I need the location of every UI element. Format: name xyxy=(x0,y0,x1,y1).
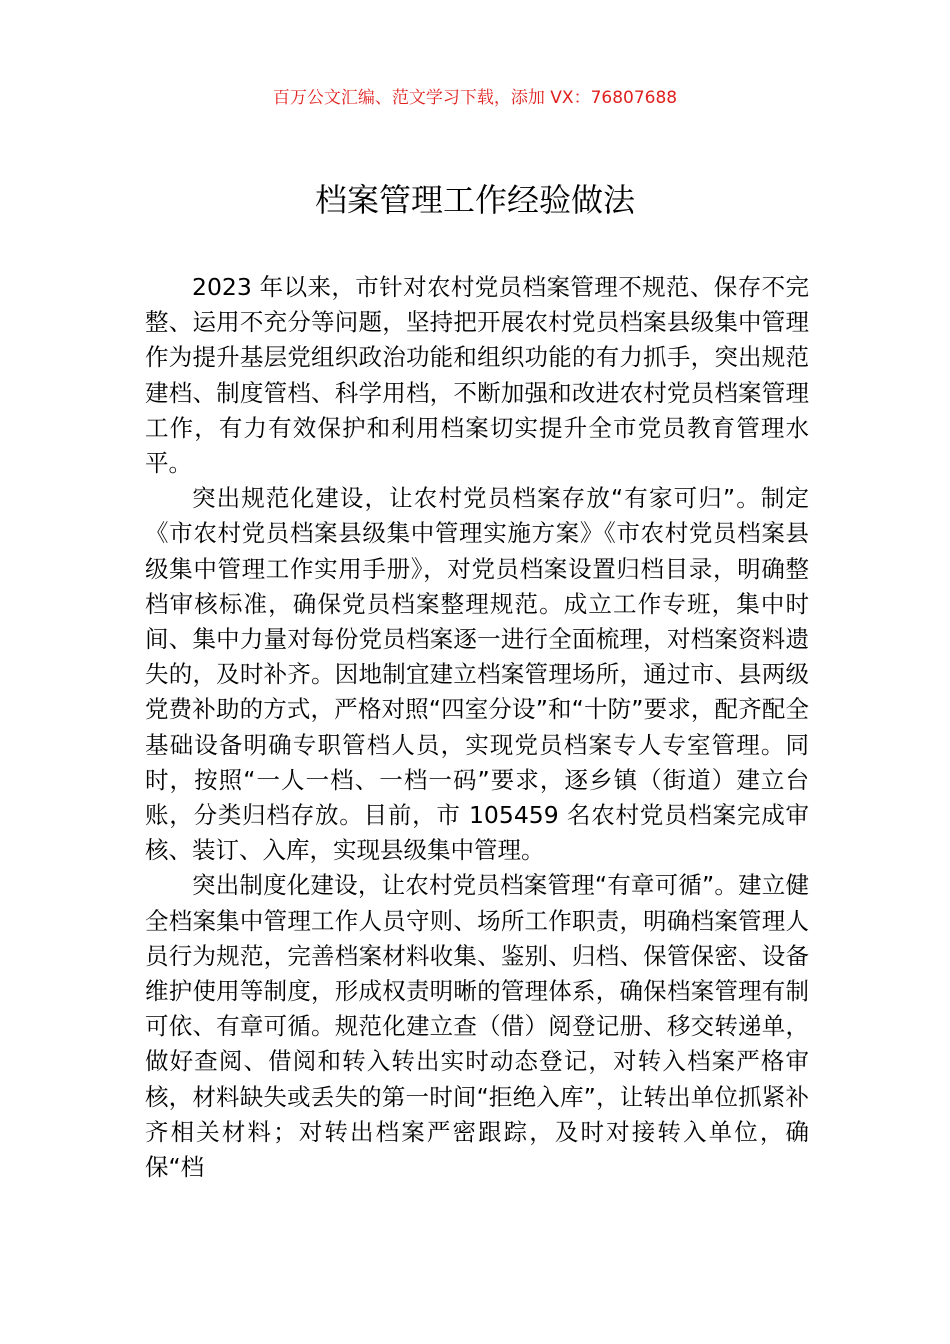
paragraph-intro: 2023 年以来，市针对农村党员档案管理不规范、保存不完整、运用不充分等问题，坚持把开展农村党员档案县级集中管理作为提升基层党组织政治功能和组织功能的有力抓手，突出规范建档、制度管档、科学用档，不断加强和改进农村党员档案管理工作，有力有效保护和利用档案切实提升全市党员教育管理水平。 xyxy=(145,273,809,478)
document-body xyxy=(145,270,809,1185)
paragraph-standardization: 突出规范化建设，让农村党员档案存放“有家可归”。制定《市农村党员档案县级集中管理实施方案》《市农村党员档案县级集中管理工作实用手册》，对党员档案设置归档目录，明确整档审核标准，确保党员档案整理规范。成立工作专班，集中时间、集中力量对每份党员档案逐一进行全面梳理，对档案资料遗失的，及时补齐。因地制宜建立档案管理场所，通过市、县两级党费补助的方式，严格对照“四室分设”和“十防”要求，配齐配全基础设备明确专职管档人员，实现党员档案专人专室管理。同时，按照“一人一档、一档一码”要求，逐乡镇（街道）建立台账，分类归档存放。目前，市 105459 名农村党员档案完成审核、装订、入库，实现县级集中管理。 xyxy=(145,484,809,865)
header-watermark-note: 百万公文汇编、范文学习下载，添加 VX：76807688 xyxy=(272,88,678,108)
document-title: 档案管理工作经验做法 xyxy=(314,181,635,219)
paragraph-institutionalization: 突出制度化建设，让农村党员档案管理“有章可循”。建立健全档案集中管理工作人员守则、场所工作职责，明确档案管理人员行为规范，完善档案材料收集、鉴别、归档、保管保密、设备维护使用等制度，形成权责明晰的管理体系，确保档案管理有制可依、有章可循。规范化建立查（借）阅登记册、移交转递单，做好查阅、借阅和转入转出实时动态登记，对转入档案严格审核，材料缺失或丢失的第一时间“拒绝入库”，让转出单位抓紧补齐相关材料；对转出档案严密跟踪，及时对接转入单位，确保“档 xyxy=(145,871,809,1182)
